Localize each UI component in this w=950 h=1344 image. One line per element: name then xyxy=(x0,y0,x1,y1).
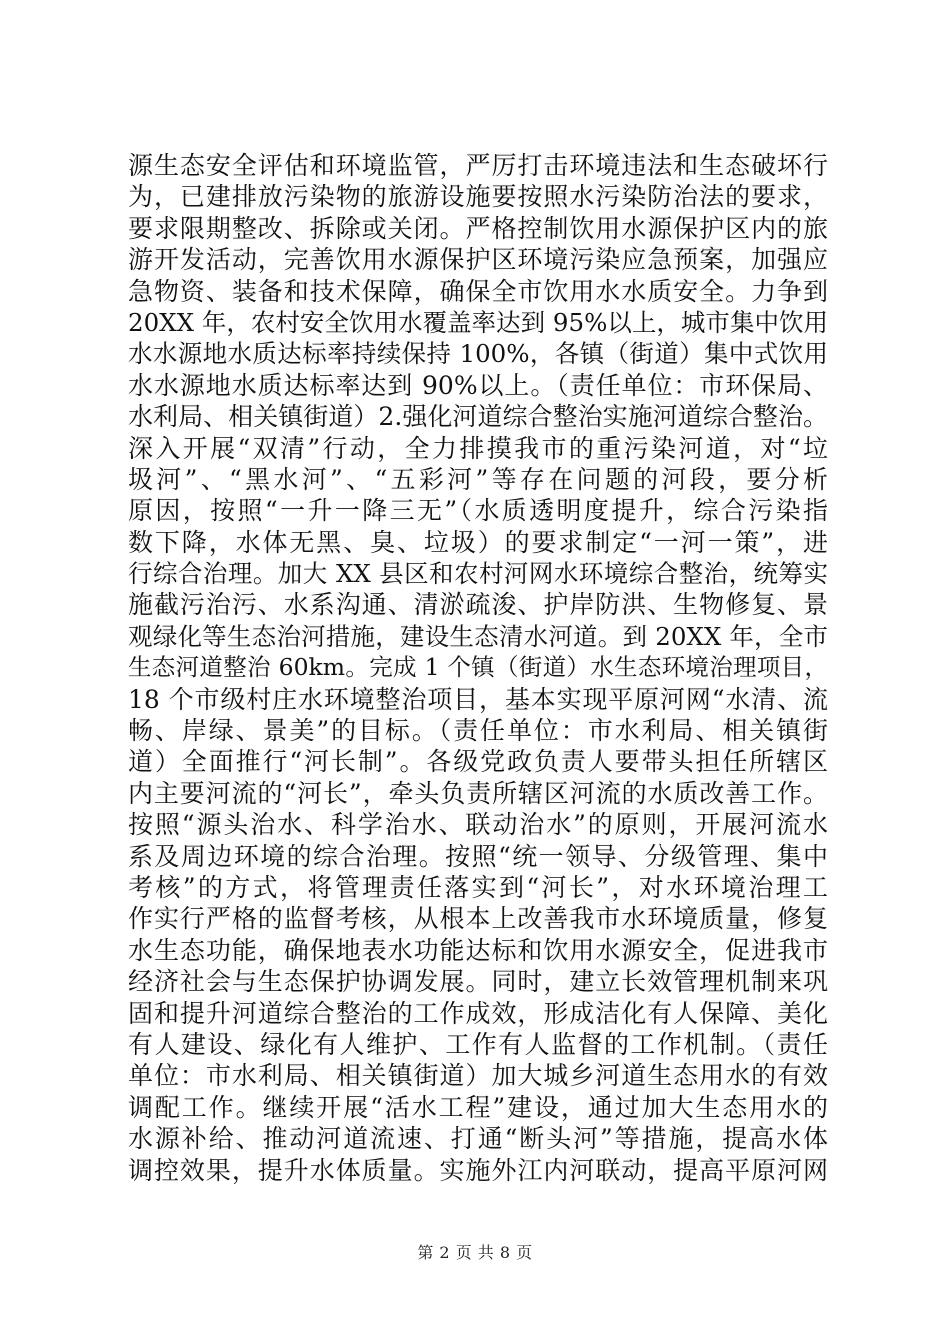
text-line: 20XX 年，农村安全饮用水覆盖率达到 95%以上，城市集中饮用 xyxy=(128,307,828,337)
text-line: 调配工作。继续开展“活水工程”建设，通过加大生态用水的 xyxy=(128,1092,828,1122)
text-line: 水水源地水质达标率达到 90%以上。（责任单位：市环保局、 xyxy=(128,370,828,400)
text-line: 生态河道整治 60km。完成 1 个镇（街道）水生态环境治理项目， xyxy=(128,653,828,682)
text-line: 经济社会与生态保护协调发展。同时，建立长效管理机制来巩 xyxy=(128,967,828,997)
text-line: 有人建设、绿化有人维护、工作有人监督的工作机制。（责任 xyxy=(128,1029,828,1059)
text-line: 数下降，水体无黑、臭、垃圾）的要求制定“一河一策”，进 xyxy=(128,527,828,557)
page-footer: 第 2 页 共 8 页 xyxy=(417,1243,533,1262)
text-line: 内主要河流的“河长”，牵头负责所辖区河流的水质改善工作。 xyxy=(128,778,828,808)
text-line: 调控效果，提升水体质量。实施外江内河联动，提高平原河网 xyxy=(128,1155,828,1185)
text-line: 畅、岸绿、景美”的目标。（责任单位：市水利局、相关镇街 xyxy=(128,716,828,746)
text-line: 观绿化等生态治河措施，建设生态清水河道。到 20XX 年，全市 xyxy=(128,621,828,651)
text-line: 为，已建排放污染物的旅游设施要按照水污染防治法的要求， xyxy=(128,182,828,212)
text-line: 施截污治污、水系沟通、清淤疏浚、护岸防洪、生物修复、景 xyxy=(128,590,828,620)
text-line: 作实行严格的监督考核，从根本上改善我市水环境质量，修复 xyxy=(128,904,828,934)
text-line: 游开发活动，完善饮用水源保护区环境污染应急预案，加强应 xyxy=(128,245,828,275)
text-line: 行综合治理。加大 XX 县区和农村河网水环境综合整治，统筹实 xyxy=(128,559,828,589)
text-line: 水利局、相关镇街道）2.强化河道综合整治实施河道综合整治。 xyxy=(128,402,828,432)
text-line: 系及周边环境的综合治理。按照“统一领导、分级管理、集中 xyxy=(128,841,828,871)
text-line: 固和提升河道综合整治的工作成效，形成洁化有人保障、美化 xyxy=(128,998,828,1028)
text-line: 18 个市级村庄水环境整治项目，基本实现平原河网“水清、流 xyxy=(128,684,828,714)
text-line: 道）全面推行“河长制”。各级党政负责人要带头担任所辖区 xyxy=(128,747,828,777)
text-line: 急物资、装备和技术保障，确保全市饮用水水质安全。力争到 xyxy=(128,276,828,306)
text-line: 单位：市水利局、相关镇街道）加大城乡河道生态用水的有效 xyxy=(128,1061,828,1091)
text-line: 按照“源头治水、科学治水、联动治水”的原则，开展河流水 xyxy=(128,810,828,840)
text-line: 考核”的方式，将管理责任落实到“河长”，对水环境治理工 xyxy=(128,872,828,902)
text-line: 水水源地水质达标率持续保持 100%，各镇（街道）集中式饮用 xyxy=(128,339,828,369)
text-line: 要求限期整改、拆除或关闭。严格控制饮用水源保护区内的旅 xyxy=(128,213,828,243)
text-line: 水生态功能，确保地表水功能达标和饮用水源安全，促进我市 xyxy=(128,935,828,965)
body-text xyxy=(128,150,828,1186)
text-line: 源生态安全评估和环境监管，严厉打击环境违法和生态破坏行 xyxy=(128,151,828,180)
text-line: 圾河”、“黑水河”、“五彩河”等存在问题的河段，要分析 xyxy=(128,464,828,494)
text-line: 原因，按照“一升一降三无”（水质透明度提升，综合污染指 xyxy=(128,496,828,526)
text-line: 深入开展“双清”行动，全力排摸我市的重污染河道，对“垃 xyxy=(128,433,828,463)
text-line: 水源补给、推动河道流速、打通“断头河”等措施，提高水体 xyxy=(128,1124,828,1154)
